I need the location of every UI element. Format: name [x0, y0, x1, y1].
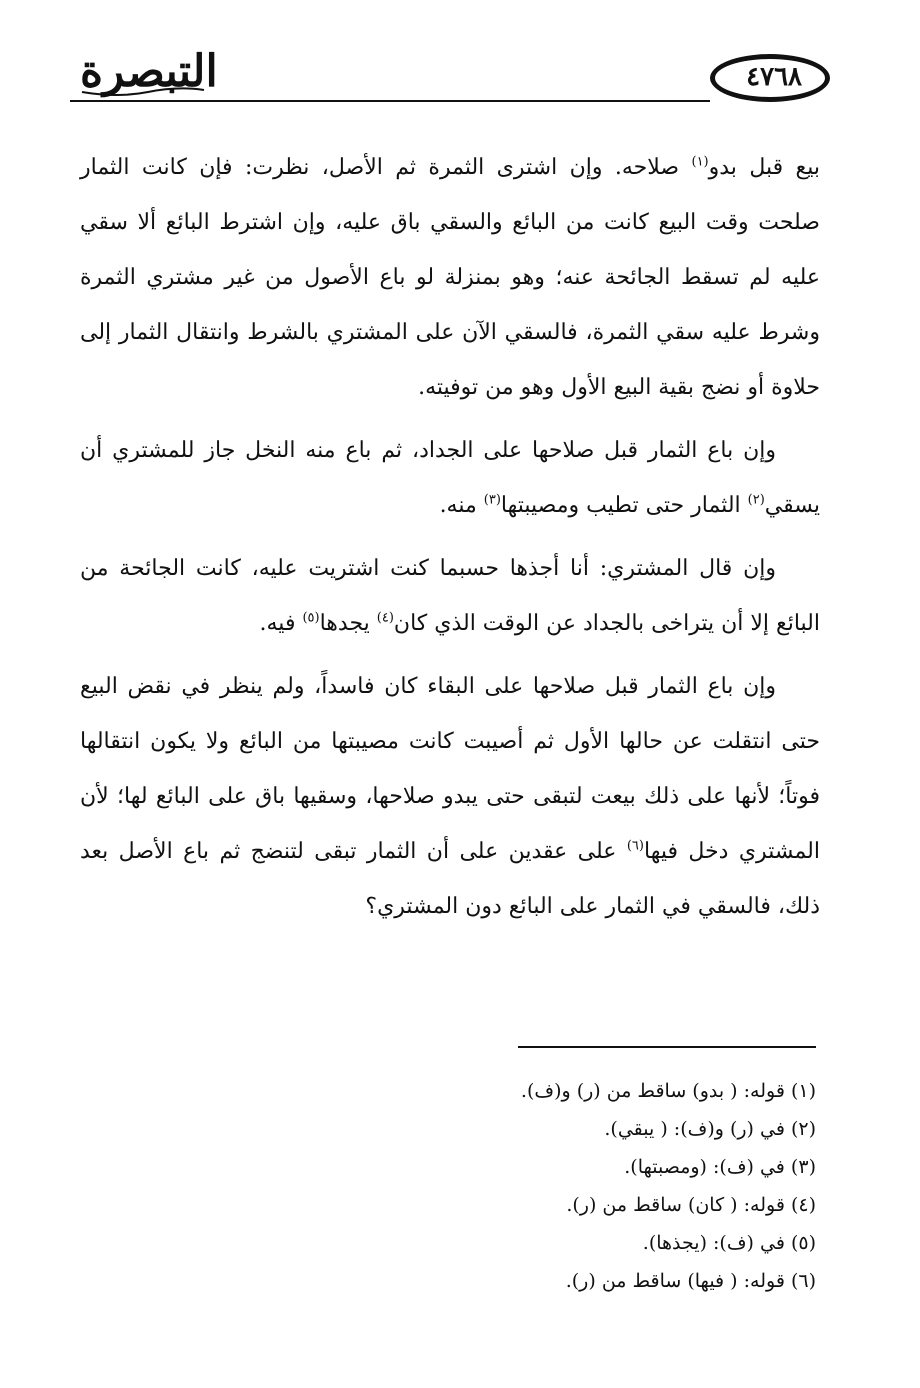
paragraph-1	[80, 140, 820, 415]
main-text	[80, 140, 820, 934]
footnotes	[420, 1072, 816, 1300]
footnote-ref-2: (٢)	[747, 492, 765, 508]
footnote-1: (١) قوله: ( بدو) ساقط من (ر) و(ف).	[520, 1080, 816, 1102]
footnote-ref-6: (٦)	[626, 838, 644, 854]
header-rule	[70, 100, 710, 102]
paragraph-4-text-a: وإن باع الثمار قبل صلاحها على البقاء كان فاسداً، ولم ينظر في نقض البيع حتى انتقلت عن حالها الأول ثم أصيبت كانت مصيبتها من البائع ولا يكون انتقالها فوتاً؛ لأنها على ذلك بيعت لتبقى حتى يبدو صلاحها، وسقيها باق على البائع لها؛ لأن المشتري دخل فيها	[80, 674, 820, 864]
paragraph-2	[80, 423, 820, 533]
page-number: ٤٧٦٨	[746, 62, 802, 92]
footnote-ref-1: (١)	[691, 154, 709, 170]
footnote-ref-5: (٥)	[302, 610, 320, 626]
footnote-5: (٥) في (ف): (يجذها).	[642, 1232, 816, 1254]
paragraph-3-text-c: فيه.	[259, 611, 303, 636]
paragraph-3-text-a: وإن قال المشتري: أنا أجذها حسبما كنت اشتريت عليه، كانت الجائحة من البائع إلا أن يتراخى بالجداد عن الوقت الذي كان	[80, 556, 820, 636]
book-title: التبصرة	[80, 46, 218, 97]
footnote-ref-4: (٤)	[376, 610, 394, 626]
footnote-3: (٣) في (ف): (ومصبتها).	[624, 1156, 816, 1178]
footnote-ref-3: (٣)	[483, 492, 501, 508]
paragraph-2-text-b: الثمار حتى تطيب ومصيبتها	[500, 493, 748, 518]
paragraph-2-text-a: وإن باع الثمار قبل صلاحها على الجداد، ثم باع منه النخل جاز للمشتري أن يسقي	[80, 438, 820, 518]
paragraph-1-text-b: صلاحه. وإن اشترى الثمرة ثم الأصل، نظرت: فإن كانت الثمار صلحت وقت البيع كانت من البائع والسقي باق عليه، وإن اشترط البائع ألا سقي عليه لم تسقط الجائحة عنه؛ وهو بمنزلة لو باع الأصول من غير مشتري الثمرة وشرط عليه سقي الثمرة، فالسقي الآن على المشتري بالشرط وانتقال الثمار إلى حلاوة أو نضج بقية البيع الأول وهو من توفيته.	[80, 155, 820, 400]
paragraph-4	[80, 659, 820, 934]
paragraph-3	[80, 541, 820, 651]
footnote-2: (٢) في (ر) و(ف): ( يبقي).	[604, 1118, 816, 1140]
paragraph-3-text-b: يجدها	[319, 611, 377, 636]
paragraph-2-text-c: منه.	[439, 493, 484, 518]
footnote-6: (٦) قوله: ( فيها) ساقط من (ر).	[565, 1270, 816, 1292]
paragraph-4-text-b: على عقدين على أن الثمار تبقى لتنضج ثم باع الأصل بعد ذلك، فالسقي في الثمار على البائع دون المشتري؟	[80, 839, 820, 919]
paragraph-1-text-a: بيع قبل بدو	[708, 155, 820, 180]
page-header	[70, 40, 838, 110]
footnote-separator	[518, 1046, 816, 1048]
footnote-4: (٤) قوله: ( كان) ساقط من (ر).	[566, 1194, 816, 1216]
